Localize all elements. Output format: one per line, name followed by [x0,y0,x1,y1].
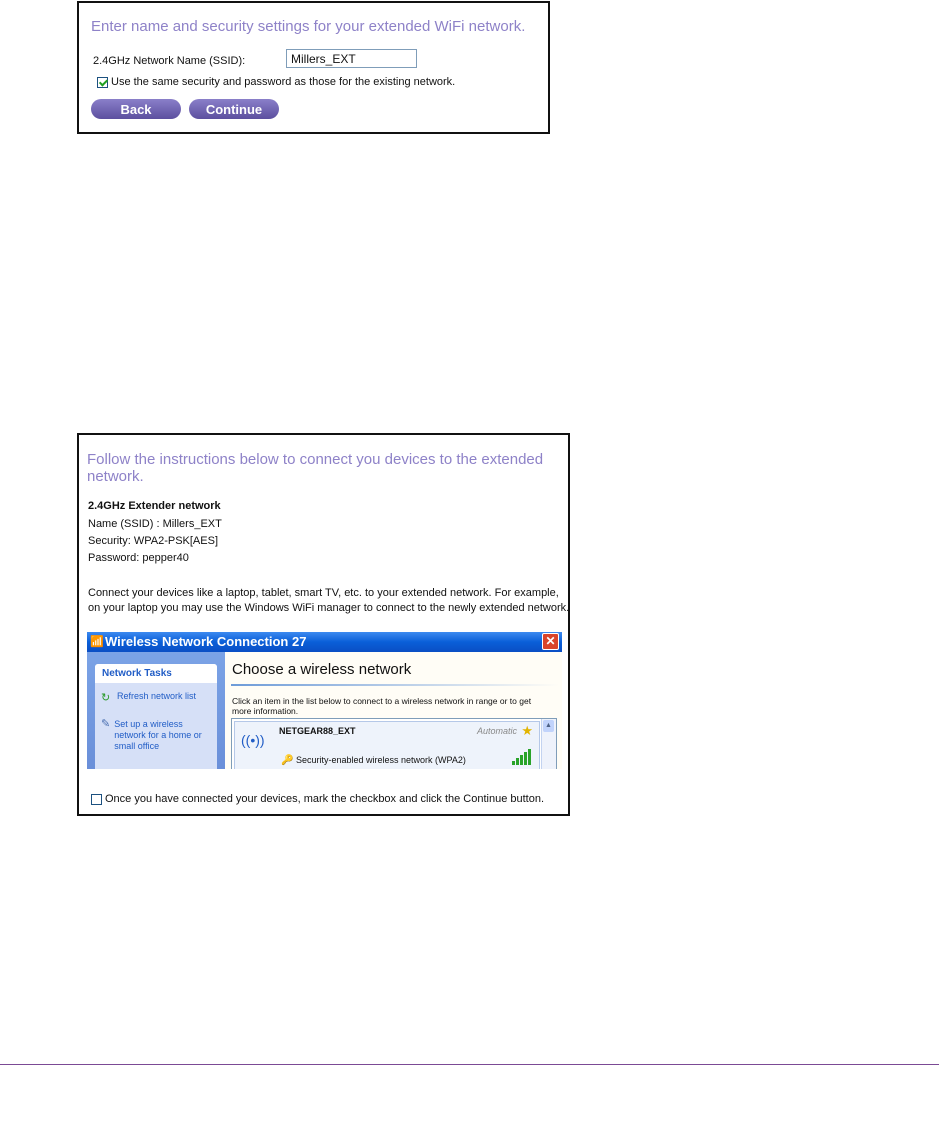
wireless-window-icon: 📶 [90,636,104,648]
extender-network-title: 2.4GHz Extender network [88,500,221,512]
network-security-row [281,755,466,766]
extender-ssid: Name (SSID) : Millers_EXT [88,518,222,530]
network-tasks-heading: Network Tasks [95,664,217,683]
xp-sidebar [87,652,225,769]
same-security-row[interactable] [97,76,455,88]
network-status: Automatic [476,726,517,736]
footer-divider [0,1064,939,1065]
window-title: Wireless Network Connection 27 [105,634,307,649]
signal-bar [520,755,523,765]
signal-strength-icon [512,749,531,765]
network-list-scrollbar [541,719,556,769]
same-security-label: Use the same security and password as those for the existing network. [111,76,456,88]
refresh-network-task [101,691,196,704]
scroll-up-icon: ▲ [543,720,554,732]
wireless-setup-icon: ✎ [101,718,111,730]
ssid-input[interactable] [286,49,417,68]
network-tasks-pane [95,664,217,769]
setup-network-task [101,719,213,752]
choose-network-heading: Choose a wireless network [232,661,412,678]
devices-connected-label: Once you have connected your devices, mark the checkbox and click the Continue button. [105,793,545,805]
close-icon: ✕ [542,633,559,650]
extender-password: Password: pepper40 [88,552,189,564]
extender-security: Security: WPA2-PSK[AES] [88,535,219,547]
devices-connected-row[interactable] [91,793,544,805]
extended-network-settings-panel [77,1,550,134]
star-icon: ★ [521,723,533,738]
network-ssid: NETGEAR88_EXT [279,726,356,736]
continue-button[interactable]: Continue [189,99,279,119]
wireless-connection-screenshot [87,632,562,769]
signal-bar [524,752,527,765]
signal-bar [528,749,531,765]
lock-icon: 🔑 [281,755,294,766]
same-security-checkbox[interactable] [97,77,108,88]
network-list-instructions: Click an item in the list below to connect to a wireless network in range or to get more information. [232,696,532,716]
refresh-icon: ↻ [101,692,111,704]
network-security: Security-enabled wireless network (WPA2) [295,755,466,765]
devices-connected-checkbox[interactable] [91,794,102,805]
ssid-label: 2.4GHz Network Name (SSID): [93,55,246,67]
setup-task-label: Set up a wireless network for a home or small office [114,719,202,751]
signal-bar [512,761,515,765]
connect-instructions: Connect your devices like a laptop, tablet, smart TV, etc. to your extended network. For example, on your laptop you may use the Windows WiFi manager to connect to the newly extended network. [88,587,570,614]
window-titlebar [87,632,562,652]
heading-divider [231,684,559,686]
network-list-item [234,721,540,769]
wireless-antenna-icon: ((•)) [241,732,265,748]
xp-main-pane [225,652,562,769]
back-button[interactable]: Back [91,99,181,119]
settings-heading: Enter name and security settings for your extended WiFi network. [91,18,526,35]
signal-bar [516,758,519,765]
connect-heading: Follow the instructions below to connect you devices to the extended network. [87,451,544,485]
connect-devices-panel [77,433,570,816]
refresh-task-label: Refresh network list [117,691,197,701]
network-list [231,718,557,769]
